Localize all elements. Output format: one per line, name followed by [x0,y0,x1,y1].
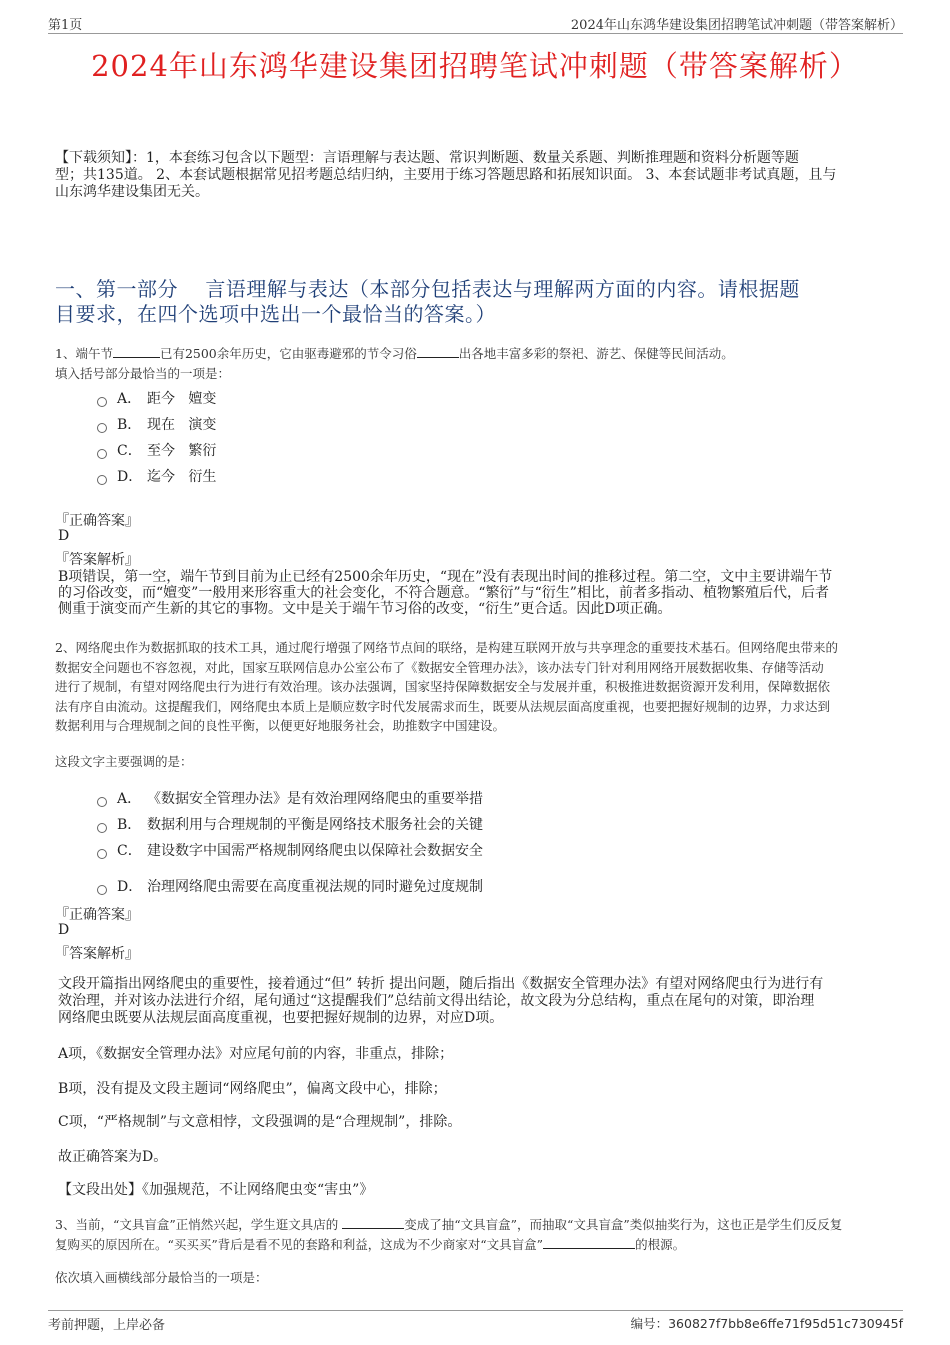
option-text: 《数据安全管理办法》是有效治理网络爬虫的重要举措 [147,791,483,807]
radio-button[interactable] [97,475,107,485]
option-letter: B． [117,417,142,433]
radio-button[interactable] [97,823,107,833]
answer-blank [543,1236,635,1249]
option-b[interactable] [97,814,483,834]
text-source: 【文段出处】《加强规范，不让网络爬虫变“害虫”》 [58,1182,374,1198]
question-2-prompt: 这段文字主要强调的是： [55,754,193,769]
radio-button[interactable] [97,797,107,807]
header-doc-title: 2024年山东鸿华建设集团招聘笔试冲刺题（带答案解析） [570,18,903,33]
radio-button[interactable] [97,397,107,407]
option-letter: C． [117,843,142,859]
option-d[interactable] [97,466,216,486]
section-line: 目要求，在四个选项中选出一个最恰当的答案。） [55,302,496,326]
notice-line: 型；共135道。 2、本套试题根据常见招考题总结归纳，主要用于练习答题思路和拓展知识面。 3、本套试题非考试真题，且与 [55,167,837,183]
question-1-options [97,388,216,486]
q1-stem-part: 1、端午节 [55,346,113,361]
option-text: 数据利用与合理规制的平衡是网络技术服务社会的关键 [147,817,483,833]
correct-answer-value: D [58,922,70,938]
option-text: 现在 演变 [147,417,217,433]
section-line: 一、第一部分 言语理解与表达（本部分包括表达与理解两方面的内容。请根据题 [55,277,800,301]
explain-option-a: A项，《数据安全管理办法》对应尾句前的内容，非重点，排除； [58,1046,454,1062]
answer-conclusion: 故正确答案为D。 [58,1149,168,1165]
question-3-prompt: 依次填入画横线部分最恰当的一项是： [55,1270,268,1285]
stem-line: 数据利用与合理规制之间的良性平衡，以便更好地服务社会，助推数字中国建设。 [55,718,506,733]
option-text: 至今 繁衍 [147,443,217,459]
notice-line: 【下载须知】：1，本套练习包含以下题型：言语理解与表达题、常识判断题、数量关系题、判断推理题和资料分析题等题 [55,150,799,166]
option-letter: B． [117,817,142,833]
q3-stem-part: 3、当前，“文具盲盒”正悄然兴起，学生逛文具店的 [55,1217,339,1232]
q1-stem-part: 出各地丰富多彩的祭祀、游艺、保健等民间活动。 [458,346,734,361]
option-a[interactable] [97,788,483,808]
footer-slogan: 考前押题，上岸必备 [48,1318,166,1333]
q3-stem-part: 变成了抽“文具盲盒”，而抽取“文具盲盒”类似抽奖行为，这也正是学生们反反复 [404,1217,843,1232]
analysis-line: 网络爬虫既要从法规层面高度重视，也要把握好规制的边界，对应D项。 [58,1010,504,1026]
analysis-line: 的习俗改变，而“嬗变”一般用来形容重大的社会变化，不符合题意。“繁衍”与“衍生”相比，前者多指动、植物繁殖后代，后者 [58,585,829,601]
answer-blank [417,345,459,358]
analysis-label: 『答案解析』 [55,552,139,568]
q3-stem-part: 复购买的原因所在。“买买买”背后是看不见的套路和利益，这成为不少商家对“文具盲盒” [55,1236,544,1252]
option-text: 建设数字中国需严格规制网络爬虫以保障社会数据安全 [147,843,483,859]
stem-line: 数据安全问题也不容忽视，对此，国家互联网信息办公室公布了《数据安全管理办法》，该办法专门针对利用网络开展数据收集、存储等活动 [55,659,824,675]
option-letter: C． [117,443,142,459]
footer-rule [48,1310,903,1311]
stem-line: 2、网络爬虫作为数据抓取的技术工具，通过爬行增强了网络节点间的联络，是构建互联网开放与共享理念的重要技术基石。但网络爬虫带来的 [55,640,838,655]
analysis-line: 效治理，并对该办法进行介绍，尾句通过“这提醒我们”总结前文得出结论，故文段为分总结构，重点在尾句的对策，即治理 [58,993,815,1009]
question-2-stem [55,638,915,736]
question-1-stem [55,344,915,364]
page-title: 2024年山东鸿华建设集团招聘笔试冲刺题（带答案解析） [91,49,859,83]
explain-option-b: B项，没有提及文段主题词“网络爬虫”，偏离文段中心，排除； [58,1081,447,1097]
notice-line: 山东鸿华建设集团无关。 [55,184,209,200]
stem-line: 法有序自由流动。这提醒我们，网络爬虫本质上是顺应数字时代发展需求而生，既要从法规层面高度重视，也要把握好规制的边界，力求达到 [55,698,831,714]
analysis-line: 侧重于演变而产生新的其它的事物。文中是关于端午节习俗的改变，“衍生”更合适。因此D项正确。 [58,601,672,617]
correct-answer-label: 『正确答案』 [55,513,139,529]
option-letter: A． [117,791,142,807]
analysis-line: B项错误，第一空，端午节到目前为止已经有2500余年历史，“现在”没有表现出时间的推移过程。第二空，文中主要讲端午节 [58,569,833,585]
question-3-stem [55,1215,915,1254]
stem-line [55,1215,915,1235]
option-d[interactable] [97,876,483,896]
explain-option-c: C项，“严格规制”与文意相悖，文段强调的是“合理规制”，排除。 [58,1114,462,1130]
question-1-prompt: 填入括号部分最恰当的一项是： [55,366,231,381]
option-text: 治理网络爬虫需要在高度重视法规的同时避免过度规制 [147,879,483,895]
question-2-options [97,788,483,896]
option-a[interactable] [97,388,216,408]
radio-button[interactable] [97,849,107,859]
option-text: 距今 嬗变 [147,391,217,407]
option-c[interactable] [97,440,216,460]
stem-line [55,1235,915,1255]
download-notice [55,150,905,201]
option-letter: D． [117,879,143,895]
radio-button[interactable] [97,885,107,895]
radio-button[interactable] [97,449,107,459]
analysis-label: 『答案解析』 [55,946,139,962]
option-letter: D． [117,469,143,485]
option-text: 迄今 衍生 [147,469,217,485]
question-1-analysis [58,569,903,617]
question-2-analysis [58,976,903,1027]
correct-answer-label: 『正确答案』 [55,907,139,923]
section-heading [55,277,915,327]
q3-stem-part: 的根源。 [635,1236,686,1252]
stem-line: 进行了规制，有望对网络爬虫行为进行有效治理。该办法强调，国家坚持保障数据安全与发展并重，积极推进数据资源开发利用，保障数据依 [55,679,831,694]
option-b[interactable] [97,414,216,434]
header-rule [48,33,903,34]
footer-doc-id: 编号：360827f7bb8e6ffe71f95d51c730945f [630,1316,903,1331]
answer-blank [113,345,160,358]
answer-blank [342,1216,404,1229]
q1-stem-part: 已有2500余年历史，它由驱毒避邪的节令习俗 [159,346,417,361]
option-letter: A． [117,391,142,407]
option-c[interactable] [97,840,483,860]
analysis-line: 文段开篇指出网络爬虫的重要性，接着通过“但” 转折 提出问题，随后指出《数据安全管理办法》有望对网络爬虫行为进行有 [58,976,824,992]
page-number: 第1页 [48,18,83,33]
correct-answer-value: D [58,528,70,544]
radio-button[interactable] [97,423,107,433]
